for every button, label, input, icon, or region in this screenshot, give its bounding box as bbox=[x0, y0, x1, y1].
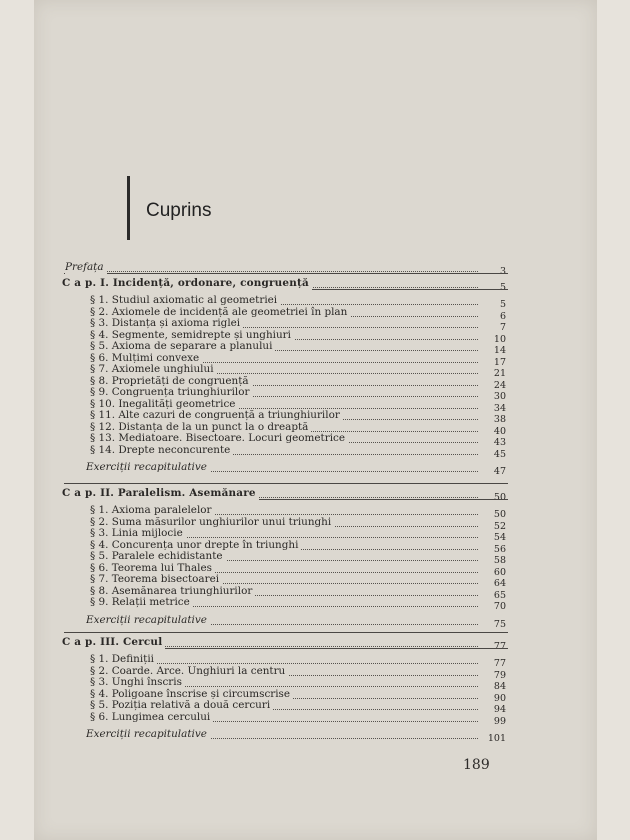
section-divider bbox=[64, 483, 508, 484]
exercises-entry bbox=[86, 614, 478, 627]
section-entry-label: § 5. Poziția relativă a două cercuri bbox=[90, 699, 273, 712]
section-entry bbox=[90, 711, 478, 724]
chapter-heading-page: 77 bbox=[493, 641, 506, 652]
section-entry-label: § 9. Relații metrice bbox=[90, 596, 193, 609]
section-entry-page: 54 bbox=[493, 532, 506, 543]
section-entry-label: § 14. Drepte neconcurente bbox=[90, 444, 233, 457]
section-entry-page: 90 bbox=[493, 692, 506, 704]
section-entry-label: § 2. Suma măsurilor unghiurilor unui triunghi bbox=[90, 516, 334, 529]
exercises-entry-page: 101 bbox=[487, 733, 506, 744]
section-entry-label: § 4. Segmente, semidrepte și unghiuri bbox=[90, 329, 294, 342]
section-entry-label: § 2. Axiomele de incidență ale geometriei în plan bbox=[90, 306, 350, 319]
section-entry-page: 43 bbox=[493, 437, 506, 448]
section-divider bbox=[64, 632, 508, 633]
section-entry-label: § 10. Inegalități geometrice bbox=[90, 398, 238, 411]
exercises-entry-label: Exerciții recapitulative bbox=[86, 614, 210, 627]
section-entry-label: § 7. Teorema bisectoarei bbox=[90, 573, 222, 586]
section-entry-label: § 13. Mediatoare. Bisectoare. Locuri geometrice bbox=[90, 432, 348, 445]
section-entry-label: § 1. Studiul axiomatic al geometriei bbox=[90, 294, 280, 307]
section-entry-page: 84 bbox=[493, 681, 506, 692]
section-entry-page: 94 bbox=[493, 704, 506, 715]
section-entry-label: § 2. Coarde. Arce. Unghiuri la centru bbox=[90, 665, 288, 678]
section-entry-label: § 11. Alte cazuri de congruență a triunghiurilor bbox=[90, 409, 343, 422]
section-entry-page: 79 bbox=[493, 669, 506, 681]
exercises-entry-page: 47 bbox=[493, 466, 506, 477]
section-entry-label: § 8. Proprietăți de congruență bbox=[90, 375, 252, 388]
section-entry-page: 30 bbox=[493, 391, 506, 402]
exercises-entry-page: 75 bbox=[493, 618, 506, 630]
section-entry-page: 38 bbox=[493, 414, 506, 425]
section-entry-label: § 4. Concurența unor drepte în triunghi bbox=[90, 539, 301, 552]
section-entry-page: 34 bbox=[493, 402, 506, 414]
section-entry-label: § 3. Distanța și axioma riglei bbox=[90, 317, 243, 330]
exercises-entry bbox=[86, 728, 478, 741]
chapter-heading-label: C a p. III. Cercul bbox=[62, 636, 165, 649]
section-entry-label: § 6. Mulțimi convexe bbox=[90, 352, 202, 365]
section-entry-page: 7 bbox=[499, 322, 506, 333]
chapter-heading-label: C a p. I. Incidență, ordonare, congruență bbox=[62, 277, 312, 290]
section-entry-label: § 6. Lungimea cercului bbox=[90, 711, 213, 724]
section-entry-label: § 5. Axioma de separare a planului bbox=[90, 340, 275, 353]
exercises-entry-label: Exerciții recapitulative bbox=[86, 461, 210, 474]
exercises-entry-label: Exerciții recapitulative bbox=[86, 728, 210, 741]
chapter-heading-label: C a p. II. Paralelism. Asemănare bbox=[62, 487, 259, 500]
section-entry-page: 5 bbox=[499, 299, 506, 310]
section-entry-page: 21 bbox=[493, 368, 506, 379]
page-number: 189 bbox=[463, 757, 490, 773]
section-entry-page: 6 bbox=[499, 310, 506, 322]
section-entry-page: 65 bbox=[493, 589, 506, 601]
chapter-heading-page: 5 bbox=[499, 282, 506, 293]
section-entry-page: 40 bbox=[493, 425, 506, 437]
section-divider bbox=[64, 273, 508, 274]
section-entry-label: § 1. Definiții bbox=[90, 653, 157, 666]
section-entry-label: § 12. Distanța de la un punct la o dreaptă bbox=[90, 421, 311, 434]
section-entry-label: § 9. Congruența triunghiurilor bbox=[90, 386, 252, 399]
section-entry-label: § 3. Linia mijlocie bbox=[90, 527, 186, 540]
section-entry-label: § 7. Axiomele unghiului bbox=[90, 363, 217, 376]
section-entry-page: 56 bbox=[493, 543, 506, 555]
section-entry bbox=[90, 444, 478, 457]
title-rule bbox=[127, 176, 130, 240]
section-entry-page: 64 bbox=[493, 578, 506, 589]
section-entry-page: 52 bbox=[493, 520, 506, 532]
chapter-heading-page: 50 bbox=[493, 492, 506, 503]
section-entry-page: 99 bbox=[493, 715, 506, 727]
section-entry-page: 45 bbox=[493, 448, 506, 460]
section-entry-page: 24 bbox=[493, 379, 506, 391]
section-entry-page: 58 bbox=[493, 555, 506, 566]
section-entry-label: § 5. Paralele echidistante bbox=[90, 550, 226, 563]
section-entry-label: § 8. Asemănarea triunghiurilor bbox=[90, 585, 255, 598]
section-entry bbox=[90, 596, 478, 609]
dot-leader bbox=[65, 271, 478, 272]
section-entry-page: 77 bbox=[493, 658, 506, 669]
section-entry-label: § 4. Poligoane înscrise și circumscrise bbox=[90, 688, 293, 701]
section-entry-label: § 6. Teorema lui Thales bbox=[90, 562, 215, 575]
section-entry-page: 70 bbox=[493, 601, 506, 612]
section-entry-page: 17 bbox=[493, 356, 506, 368]
section-entry-page: 60 bbox=[493, 566, 506, 578]
section-entry-label: § 3. Unghi înscris bbox=[90, 676, 185, 689]
prefata-entry-page: 3 bbox=[499, 266, 506, 277]
section-entry-page: 10 bbox=[493, 333, 506, 345]
section-entry-label: § 1. Axioma paralelelor bbox=[90, 504, 215, 517]
page-title: Cuprins bbox=[146, 200, 212, 221]
prefata-entry-label: Prefața bbox=[65, 261, 107, 274]
section-entry-page: 14 bbox=[493, 345, 506, 356]
section-entry-page: 50 bbox=[493, 509, 506, 520]
exercises-entry bbox=[86, 461, 478, 474]
